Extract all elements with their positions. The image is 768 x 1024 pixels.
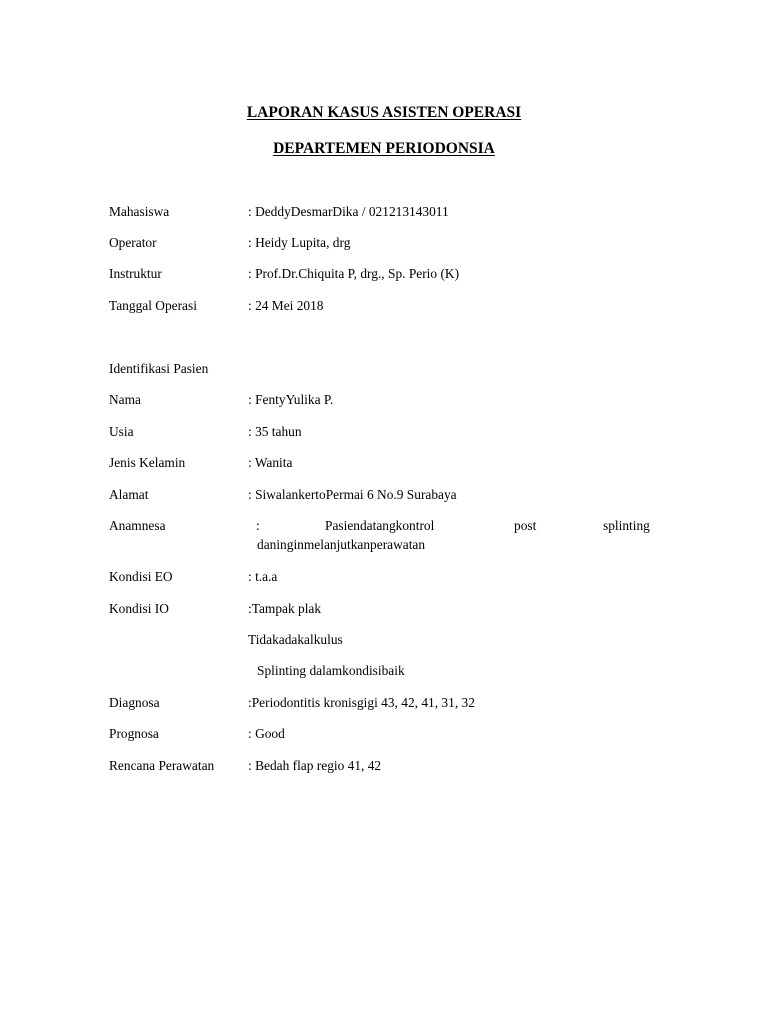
field-label: Anamnesa [109,518,166,533]
field-instruktur [0,266,768,286]
field-value: : SiwalankertoPermai 6 No.9 Surabaya [248,487,457,502]
field-label: Alamat [109,487,149,502]
field-value: : 24 Mei 2018 [248,298,324,313]
field-label: Tanggal Operasi [109,298,197,313]
field-jenis-kelamin [0,455,768,475]
field-label: Rencana Perawatan [109,758,215,773]
field-value: :Tampak plak [248,601,322,616]
field-label: Jenis Kelamin [109,455,186,470]
field-usia [0,424,768,444]
field-rencana-perawatan [0,758,768,778]
field-label: Operator [109,235,157,250]
field-value: : FentyYulika P. [248,392,334,407]
field-anamnesa [0,518,768,538]
field-tanggal-operasi [0,298,768,318]
field-operator [0,235,768,255]
field-label: Usia [109,424,134,439]
field-value: : Prof.Dr.Chiquita P, drg., Sp. Perio (K) [248,266,460,281]
field-label: Diagnosa [109,695,160,710]
field-value: : Heidy Lupita, drg [248,235,351,250]
kondisi-io-line2: Tidakadakalkulus [248,632,343,647]
field-alamat [0,487,768,507]
kondisi-io-line3: Splinting dalamkondisibaik [257,663,405,678]
anamnesa-line2: daninginmelanjutkanperawatan [257,537,426,552]
field-label: Nama [109,392,141,407]
field-value: : t.a.a [248,569,278,584]
anamnesa-word: splinting [603,518,650,533]
field-kondisi-io-line3 [0,663,768,683]
field-label: Prognosa [109,726,159,741]
field-label: Kondisi IO [109,601,169,616]
field-nama [0,392,768,412]
anamnesa-word: post [514,518,537,533]
field-label: Instruktur [109,266,162,281]
field-anamnesa-line2 [0,537,768,557]
field-value: : DeddyDesmarDika / 021213143011 [248,204,449,219]
field-kondisi-eo [0,569,768,589]
field-prognosa [0,726,768,746]
report-title: LAPORAN KASUS ASISTEN OPERASI [246,104,522,121]
anamnesa-word: Pasiendatangkontrol [325,518,435,533]
section-heading-text: Identifikasi Pasien [109,361,209,376]
department-title: DEPARTEMEN PERIODONSIA [273,140,495,157]
field-diagnosa [0,695,768,715]
field-label: Kondisi EO [109,569,173,584]
field-value: :Periodontitis kronisgigi 43, 42, 41, 31, 32 [248,695,475,710]
field-value: : 35 tahun [248,424,302,439]
field-value: : Wanita [248,455,293,470]
anamnesa-colon: : [256,518,260,533]
field-kondisi-io-line2 [0,632,768,652]
field-mahasiswa [0,204,768,224]
field-value: : Good [248,726,285,741]
section-heading [0,361,768,381]
field-value: : Bedah flap regio 41, 42 [248,758,382,773]
field-kondisi-io [0,601,768,621]
field-label: Mahasiswa [109,204,170,219]
